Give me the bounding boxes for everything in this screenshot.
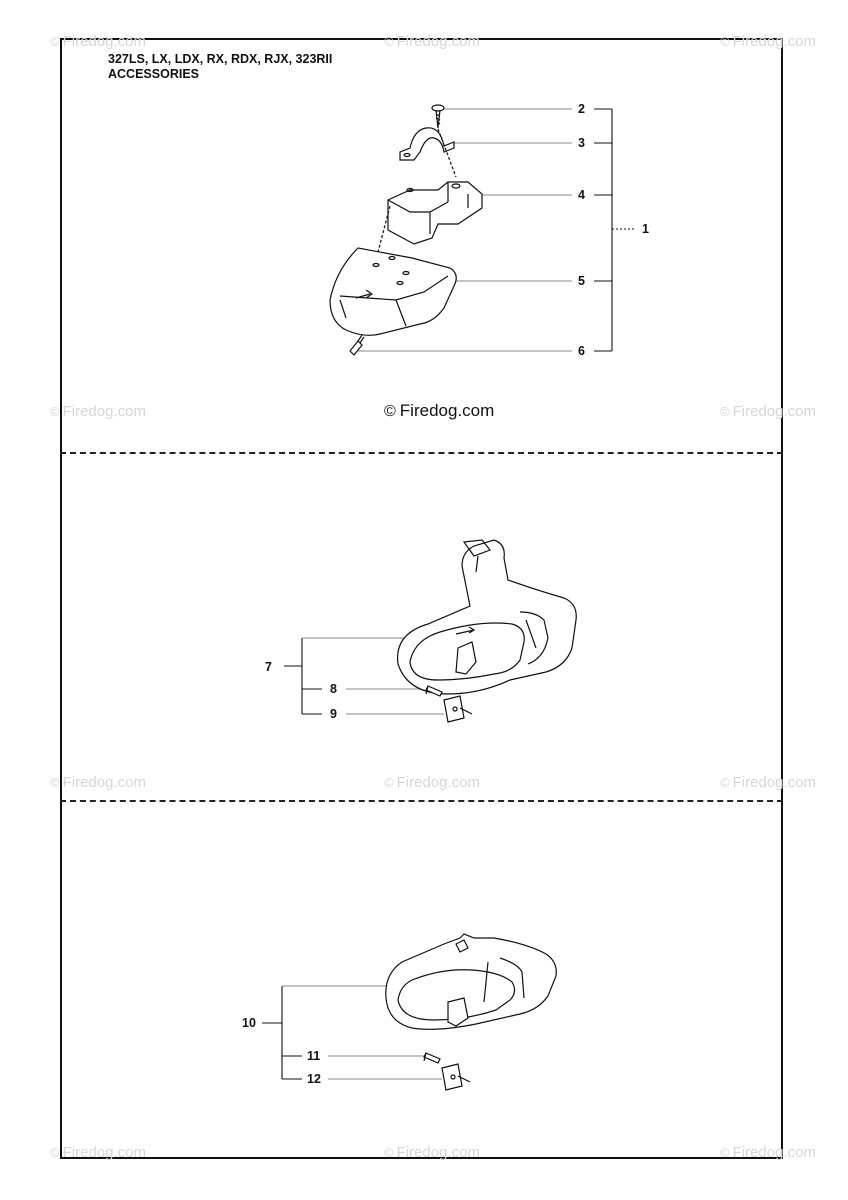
leader-lines [262, 109, 636, 1079]
callout-8: 8 [330, 682, 337, 696]
watermark: © Firedog.com [720, 1144, 816, 1161]
watermark: © Firedog.com [50, 774, 146, 791]
watermark: © Firedog.com [384, 774, 480, 791]
model-list: 327LS, LX, LDX, RX, RDX, RJX, 323RII [108, 52, 333, 66]
callout-7: 7 [265, 660, 272, 674]
guard-section-2 [398, 540, 577, 722]
section-title: ACCESSORIES [108, 67, 199, 81]
callout-4: 4 [578, 188, 585, 202]
watermark: © Firedog.com [384, 1144, 480, 1161]
watermark: © Firedog.com [50, 33, 146, 50]
guard-section-3 [386, 934, 556, 1090]
watermark-main: © Firedog.com [384, 401, 495, 420]
callout-1: 1 [642, 222, 649, 236]
watermark: © Firedog.com [720, 403, 816, 420]
callout-6: 6 [578, 344, 585, 358]
callout-12: 12 [307, 1072, 321, 1086]
callout-2: 2 [578, 102, 585, 116]
callout-9: 9 [330, 707, 337, 721]
watermark: © Firedog.com [720, 774, 816, 791]
callout-5: 5 [578, 274, 585, 288]
callout-11: 11 [307, 1049, 321, 1063]
callout-3: 3 [578, 136, 585, 150]
callout-10: 10 [242, 1016, 256, 1030]
watermark: © Firedog.com [50, 403, 146, 420]
watermark: © Firedog.com [50, 1144, 146, 1161]
watermark: © Firedog.com [384, 33, 480, 50]
watermark: © Firedog.com [720, 33, 816, 50]
